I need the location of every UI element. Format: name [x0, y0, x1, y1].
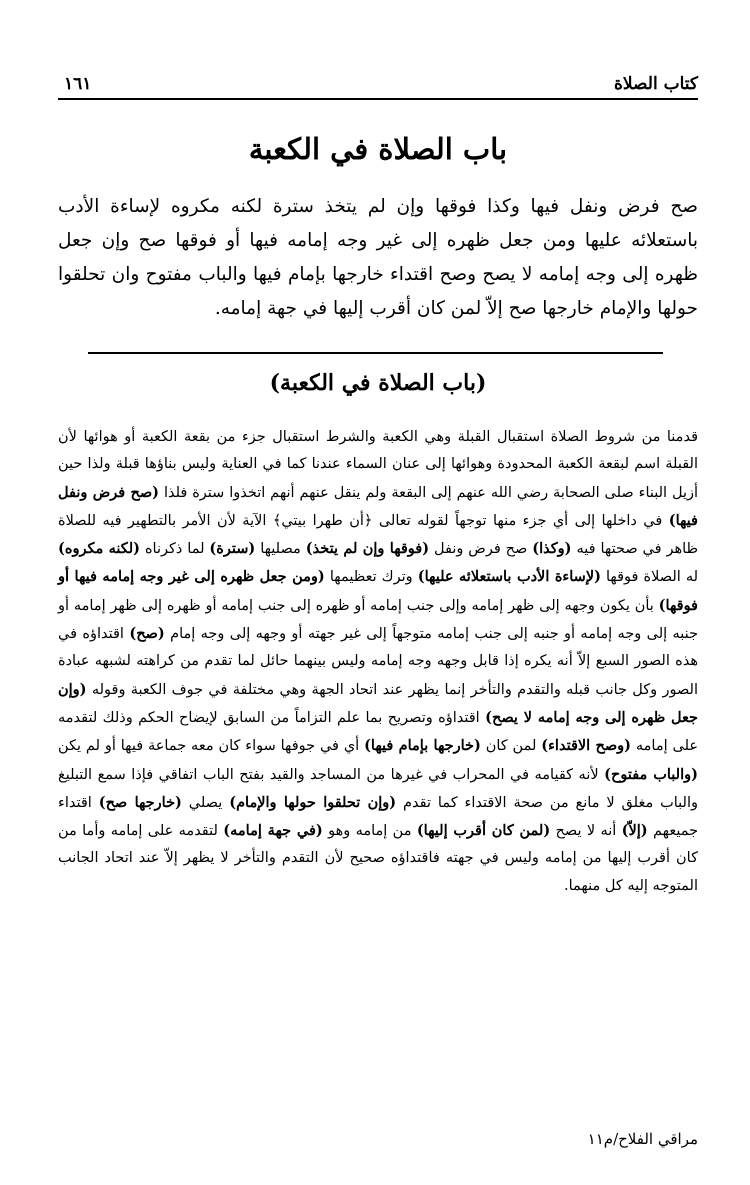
quoted-matn: (وإن تحلقوا حولها والإمام): [229, 793, 397, 811]
quoted-matn: (في جهة إمامه): [223, 822, 323, 840]
commentary-segment: اقتداء جميعهم: [58, 794, 699, 840]
commentary-segment: من إمامه وهو: [328, 823, 412, 840]
quoted-matn: (صح): [129, 625, 165, 643]
commentary-segment: يصلي: [188, 794, 223, 811]
page-number: ١٦١: [64, 74, 92, 94]
chapter-title: باب الصلاة في الكعبة: [248, 132, 508, 166]
quoted-matn: (لكنه مكروه): [58, 540, 141, 558]
book-page: [58, 0, 698, 1185]
commentary-segment: لمن كان: [485, 738, 537, 755]
running-header: [58, 68, 698, 100]
commentary-segment: لتقدمه على إمامه وأما من كان أقرب إليها من إمامه وليس في جهته فاقتداؤه صحيح لأن التقدم والتأخر لا يظهر إلاّ عند اتحاد الجانب المتوجه إليه كل منهما.: [58, 823, 698, 894]
matn-text: صح فرض ونفل فيها وكذا فوقها وإن لم يتخذ سترة لكنه مكروه لإساءة الأدب باستعلائه عليها ومن جعل ظهره إلى غير وجه إمامه فيها أو فوقها صح وإن جعل ظهره إلى وجه إمامه لا يصح وصح اقتداء خارجها بإمام فيها والباب مفتوح وان تحلقوا حولها والإمام خارجها صح إلاّ لمن كان أقرب إليها في جهة إمامه.: [58, 196, 698, 319]
signature-mark: مراقي الفلاح/م١١: [587, 1130, 698, 1148]
commentary-segment: اقتداؤه في هذه الصور السبع إلاّ أنه يكره إذا قابل وجهه وجه إمامه وليس بينهما حائل لما تقدم من كراهته لشبهه عبادة الصور وكل جانب قبله والتقدم والتأخر إنما يظهر عند اتحاد الجهة وهي مختلفة في جوف الكعبة وقوله: [58, 626, 698, 698]
commentary-segment: وترك تعظيمها: [329, 569, 413, 586]
quoted-matn: (وكذا): [532, 540, 572, 558]
quoted-matn: (خارجها بإمام فيها): [364, 737, 481, 755]
commentary-segment: صح فرض ونفل: [434, 541, 528, 558]
divider-line: [88, 352, 663, 354]
commentary-segment: في داخلها إلى أي جزء منها توجهاً لقوله تعالى ﴿أن طهرا بيتي﴾ الآية لأن الأمر بالتطهير فيه للصلاة ظاهر في صحتها فيه: [58, 512, 699, 558]
quoted-matn: (وإن جعل ظهره إلى وجه إمامه لا يصح): [58, 680, 698, 726]
commentary-segment: مصليها: [260, 541, 301, 558]
quoted-matn: (ومن جعل ظهره إلى غير وجه إمامه فيها أو فوقها): [58, 568, 698, 614]
commentary-segment: لما ذكرناه: [144, 541, 205, 558]
quoted-matn: (والباب مفتوح): [604, 765, 698, 783]
quoted-matn: (فوقها وإن لم يتخذ): [305, 540, 430, 558]
commentary-segment: بأن يكون وجهه إلى ظهر إمامه وإلى جنب إمامه أو ظهره إلى جنب إمامه أو ظهره إلى ظهر إمامه أو جنبه إلى وجه إمامه أو جنبه إلى جنب إمامه متوجهاً إلى غير جهته أو وجهه إلى وجه إمام: [58, 597, 699, 643]
commentary-segment: قدمنا من شروط الصلاة استقبال القبلة وهي الكعبة والشرط استقبال جزء من بقعة الكعبة أو هوائها لأن القبلة اسم لبقعة الكعبة المحدودة وهوائها إلى عنان السماء عندنا كما في العناية وليس بناؤها قبلة ولذا حين أزيل البناء صلى الصحابة رضي الله عنهم إلى البقعة ولم ينقل عنهم أنهم اتخذوا سترة فلذا: [58, 429, 699, 501]
quoted-matn: (وصح الاقتداء): [541, 737, 632, 755]
commentary-segment: اقتداؤه وتصريح بما علم التزاماً من السابق لإيضاح الحكم وذلك لتقدمه على إمامه: [58, 709, 699, 755]
quoted-matn: (خارجها صح): [98, 793, 182, 811]
commentary-segment: لأنه كقيامه في المحراب في غيرها من المساجد والقيد بفتح الباب اتفاقي فإذا سمع التبليغ والباب مغلق لا مانع من صحة الاقتداء كما تقدم: [58, 766, 699, 811]
commentary-segment: له الصلاة فوقها: [606, 569, 699, 586]
quoted-matn: (لإساءة الأدب باستعلائه عليها): [417, 568, 601, 586]
commentary-text: [58, 424, 698, 900]
quoted-matn: (لمن كان أقرب إليها): [416, 822, 551, 840]
commentary-segment: أنه لا يصح: [555, 823, 617, 840]
quoted-matn: (سترة): [209, 540, 256, 558]
commentary-segment: أي في جوفها سواء كان معه جماعة فيها أو لم يكن: [58, 738, 360, 755]
quoted-matn: (صح فرض ونفل فيها): [58, 483, 698, 529]
book-title: كتاب الصلاة: [613, 74, 698, 94]
quoted-matn: (إلاّ): [621, 822, 648, 840]
commentary-title: (باب الصلاة في الكعبة): [269, 370, 487, 396]
